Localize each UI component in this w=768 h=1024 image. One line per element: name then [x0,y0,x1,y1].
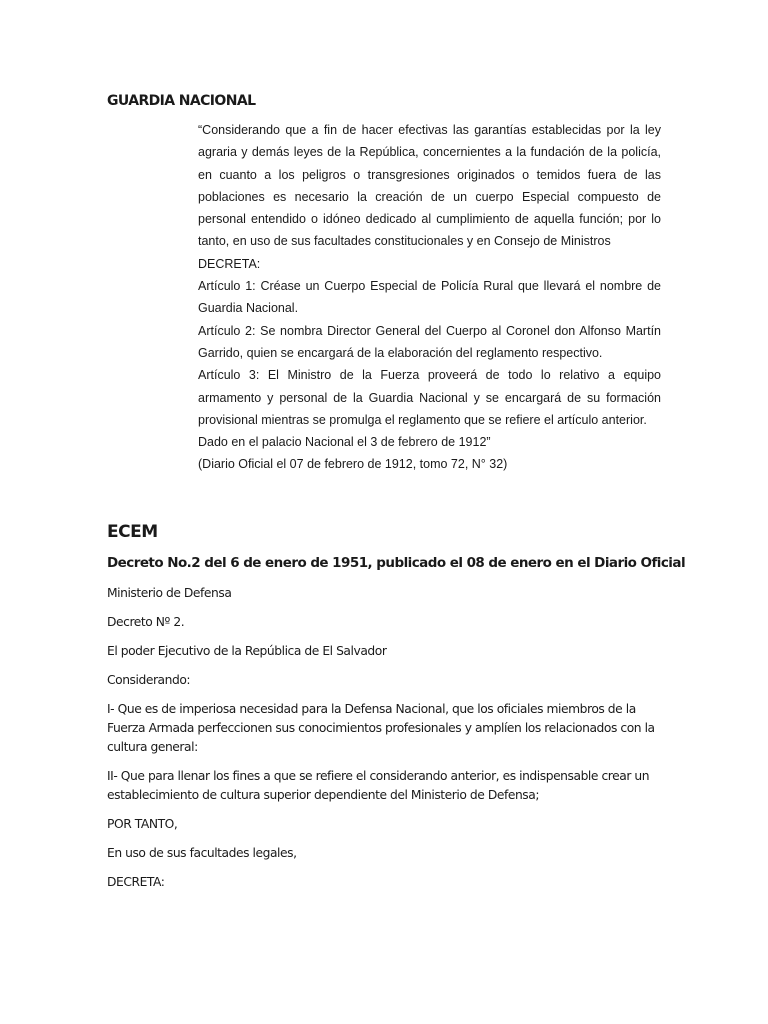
considerando-i-paragraph: I- Que es de imperiosa necesidad para la Defensa Nacional, que los oficiales miembros de la Fuerza Armada perfeccionen sus conocimientos profesionales y amplíen los relacionados con la cultura general: [107,702,655,754]
guardia-decree-quote [198,119,661,476]
considerando-label: Considerando: [107,673,191,687]
considerando-ii-paragraph: II- Que para llenar los fines a que se refiere el considerando anterior, es indispensable crear un establecimiento de cultura superior dependiente del Ministerio de Defensa; [107,769,650,802]
ecem-decree-body [107,584,667,902]
considerando-paragraph: “Considerando que a fin de hacer efectivas las garantías establecidas por la ley agraria y demás leyes de la República, concernientes a la fundación de la policía, en cuanto a los peligros o transgresiones originados o temidos fuera de las poblaciones es necesario la creación de un cuerpo Especial compuesto de personal entendido o idóneo dedicado al cumplimiento de aquella función; por lo tanto, en uso de sus facultades constitucionales y en Consejo de Ministros [198,123,661,249]
diario-oficial-citation: (Diario Oficial el 07 de febrero de 1912, tomo 72, N° 32) [198,457,508,472]
facultades-line: En uso de sus facultades legales, [107,846,297,860]
article-2-paragraph: Artículo 2: Se nombra Director General del Cuerpo al Coronel don Alfonso Martín Garrido, quien se encargará de la elaboración del reglamento respectivo. [198,323,661,360]
executive-power-line: El poder Ejecutivo de la República de El Salvador [107,644,387,658]
ecem-decree-subheading: Decreto No.2 del 6 de enero de 1951, publicado el 08 de enero en el Diario Oficial [107,555,686,571]
article-3-paragraph: Artículo 3: El Ministro de la Fuerza proveerá de todo lo relativo a equipo armamento y personal de la Guardia Nacional y se encargará de su formación provisional mientras se promulga el reglamento que se refiere el artículo anterior. [198,368,661,427]
por-tanto-line: POR TANTO, [107,817,178,831]
decreta-line: DECRETA: [107,875,165,889]
ministry-line: Ministerio de Defensa [107,586,232,600]
decreta-label: DECRETA: [198,256,261,271]
decree-number-line: Decreto Nº 2. [107,615,185,629]
ecem-heading: ECEM [107,522,158,542]
article-1-paragraph: Artículo 1: Créase un Cuerpo Especial de Policía Rural que llevará el nombre de Guardia Nacional. [198,279,661,316]
dado-en-paragraph: Dado en el palacio Nacional el 3 de febrero de 1912” [198,435,491,450]
guardia-nacional-heading: GUARDIA NACIONAL [107,93,256,109]
